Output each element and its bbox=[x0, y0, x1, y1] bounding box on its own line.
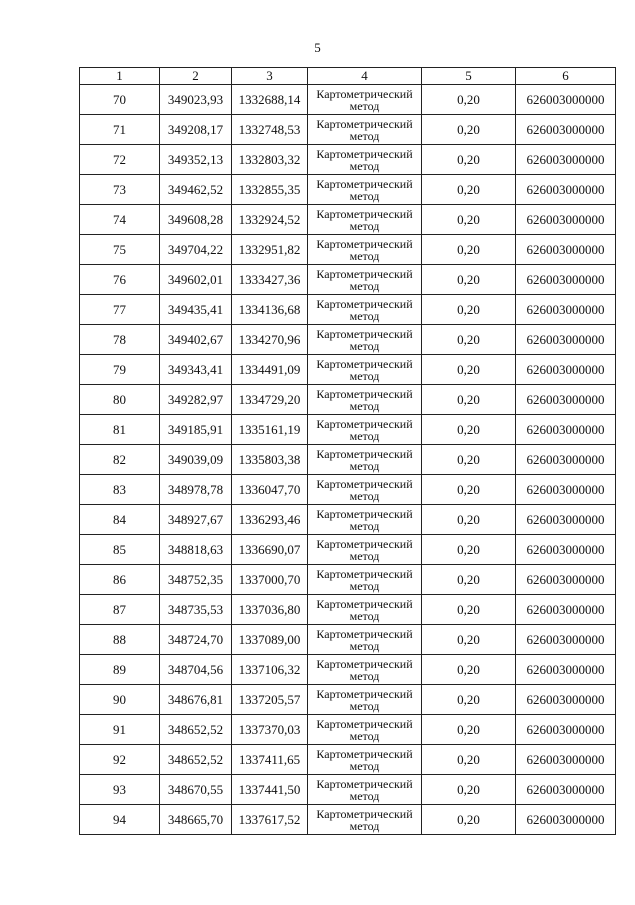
table-row bbox=[80, 475, 616, 505]
point-number-cell: 79 bbox=[80, 355, 160, 385]
cadastral-code-cell: 626003000000 bbox=[516, 295, 616, 325]
point-number-cell: 78 bbox=[80, 325, 160, 355]
table-row bbox=[80, 235, 616, 265]
x-coordinate-cell: 348978,78 bbox=[160, 475, 232, 505]
accuracy-cell: 0,20 bbox=[422, 85, 516, 115]
cadastral-code-cell: 626003000000 bbox=[516, 385, 616, 415]
point-number-cell: 83 bbox=[80, 475, 160, 505]
method-cell: Картометрический метод bbox=[308, 85, 422, 115]
accuracy-cell: 0,20 bbox=[422, 415, 516, 445]
accuracy-cell: 0,20 bbox=[422, 355, 516, 385]
y-coordinate-cell: 1333427,36 bbox=[232, 265, 308, 295]
x-coordinate-cell: 348704,56 bbox=[160, 655, 232, 685]
accuracy-cell: 0,20 bbox=[422, 565, 516, 595]
y-coordinate-cell: 1337617,52 bbox=[232, 805, 308, 835]
accuracy-cell: 0,20 bbox=[422, 655, 516, 685]
point-number-cell: 75 bbox=[80, 235, 160, 265]
cadastral-code-cell: 626003000000 bbox=[516, 685, 616, 715]
table-row bbox=[80, 505, 616, 535]
method-cell: Картометрический метод bbox=[308, 205, 422, 235]
header-row bbox=[80, 68, 616, 85]
x-coordinate-cell: 349462,52 bbox=[160, 175, 232, 205]
x-coordinate-cell: 349435,41 bbox=[160, 295, 232, 325]
cadastral-code-cell: 626003000000 bbox=[516, 355, 616, 385]
cadastral-code-cell: 626003000000 bbox=[516, 325, 616, 355]
table-row bbox=[80, 445, 616, 475]
accuracy-cell: 0,20 bbox=[422, 175, 516, 205]
table-row bbox=[80, 205, 616, 235]
y-coordinate-cell: 1337000,70 bbox=[232, 565, 308, 595]
point-number-cell: 87 bbox=[80, 595, 160, 625]
point-number-cell: 85 bbox=[80, 535, 160, 565]
col-number-header: 1 bbox=[80, 68, 160, 85]
method-cell: Картометрический метод bbox=[308, 145, 422, 175]
point-number-cell: 88 bbox=[80, 625, 160, 655]
y-coordinate-cell: 1332855,35 bbox=[232, 175, 308, 205]
col-method-header: 4 bbox=[308, 68, 422, 85]
y-coordinate-cell: 1337036,80 bbox=[232, 595, 308, 625]
cadastral-code-cell: 626003000000 bbox=[516, 115, 616, 145]
method-cell: Картометрический метод bbox=[308, 715, 422, 745]
cadastral-code-cell: 626003000000 bbox=[516, 175, 616, 205]
table-row bbox=[80, 175, 616, 205]
method-cell: Картометрический метод bbox=[308, 805, 422, 835]
accuracy-cell: 0,20 bbox=[422, 535, 516, 565]
table-row bbox=[80, 565, 616, 595]
x-coordinate-cell: 349602,01 bbox=[160, 265, 232, 295]
accuracy-cell: 0,20 bbox=[422, 715, 516, 745]
method-cell: Картометрический метод bbox=[308, 175, 422, 205]
accuracy-cell: 0,20 bbox=[422, 265, 516, 295]
accuracy-cell: 0,20 bbox=[422, 385, 516, 415]
y-coordinate-cell: 1334270,96 bbox=[232, 325, 308, 355]
method-cell: Картометрический метод bbox=[308, 595, 422, 625]
table-row bbox=[80, 85, 616, 115]
y-coordinate-cell: 1335161,19 bbox=[232, 415, 308, 445]
table-row bbox=[80, 775, 616, 805]
y-coordinate-cell: 1337205,57 bbox=[232, 685, 308, 715]
x-coordinate-cell: 349704,22 bbox=[160, 235, 232, 265]
method-cell: Картометрический метод bbox=[308, 655, 422, 685]
cadastral-code-cell: 626003000000 bbox=[516, 625, 616, 655]
y-coordinate-cell: 1337370,03 bbox=[232, 715, 308, 745]
table-row bbox=[80, 535, 616, 565]
cadastral-code-cell: 626003000000 bbox=[516, 205, 616, 235]
cadastral-code-cell: 626003000000 bbox=[516, 85, 616, 115]
method-cell: Картометрический метод bbox=[308, 685, 422, 715]
y-coordinate-cell: 1336690,07 bbox=[232, 535, 308, 565]
accuracy-cell: 0,20 bbox=[422, 445, 516, 475]
accuracy-cell: 0,20 bbox=[422, 325, 516, 355]
y-coordinate-cell: 1335803,38 bbox=[232, 445, 308, 475]
table-row bbox=[80, 265, 616, 295]
point-number-cell: 93 bbox=[80, 775, 160, 805]
accuracy-cell: 0,20 bbox=[422, 745, 516, 775]
y-coordinate-cell: 1332688,14 bbox=[232, 85, 308, 115]
point-number-cell: 90 bbox=[80, 685, 160, 715]
method-cell: Картометрический метод bbox=[308, 325, 422, 355]
accuracy-cell: 0,20 bbox=[422, 775, 516, 805]
cadastral-code-cell: 626003000000 bbox=[516, 415, 616, 445]
x-coordinate-cell: 348818,63 bbox=[160, 535, 232, 565]
cadastral-code-cell: 626003000000 bbox=[516, 445, 616, 475]
y-coordinate-cell: 1337411,65 bbox=[232, 745, 308, 775]
x-coordinate-cell: 349608,28 bbox=[160, 205, 232, 235]
method-cell: Картометрический метод bbox=[308, 265, 422, 295]
point-number-cell: 76 bbox=[80, 265, 160, 295]
method-cell: Картометрический метод bbox=[308, 385, 422, 415]
x-coordinate-cell: 348927,67 bbox=[160, 505, 232, 535]
table-row bbox=[80, 385, 616, 415]
method-cell: Картометрический метод bbox=[308, 235, 422, 265]
x-coordinate-cell: 349185,91 bbox=[160, 415, 232, 445]
accuracy-cell: 0,20 bbox=[422, 205, 516, 235]
cadastral-code-cell: 626003000000 bbox=[516, 745, 616, 775]
table-row bbox=[80, 115, 616, 145]
method-cell: Картометрический метод bbox=[308, 115, 422, 145]
page-number: 5 bbox=[314, 40, 321, 55]
point-number-cell: 94 bbox=[80, 805, 160, 835]
cadastral-code-cell: 626003000000 bbox=[516, 565, 616, 595]
accuracy-cell: 0,20 bbox=[422, 475, 516, 505]
cadastral-code-cell: 626003000000 bbox=[516, 595, 616, 625]
accuracy-cell: 0,20 bbox=[422, 805, 516, 835]
x-coordinate-cell: 348752,35 bbox=[160, 565, 232, 595]
point-number-cell: 82 bbox=[80, 445, 160, 475]
method-cell: Картометрический метод bbox=[308, 475, 422, 505]
table-row bbox=[80, 625, 616, 655]
table-row bbox=[80, 355, 616, 385]
cadastral-code-cell: 626003000000 bbox=[516, 505, 616, 535]
point-number-cell: 70 bbox=[80, 85, 160, 115]
accuracy-cell: 0,20 bbox=[422, 145, 516, 175]
accuracy-cell: 0,20 bbox=[422, 235, 516, 265]
col-x-header: 2 bbox=[160, 68, 232, 85]
x-coordinate-cell: 348676,81 bbox=[160, 685, 232, 715]
col-y-header: 3 bbox=[232, 68, 308, 85]
x-coordinate-cell: 348652,52 bbox=[160, 715, 232, 745]
y-coordinate-cell: 1334136,68 bbox=[232, 295, 308, 325]
point-number-cell: 92 bbox=[80, 745, 160, 775]
table-body bbox=[80, 85, 616, 835]
table-row bbox=[80, 415, 616, 445]
cadastral-code-cell: 626003000000 bbox=[516, 805, 616, 835]
point-number-cell: 89 bbox=[80, 655, 160, 685]
point-number-cell: 72 bbox=[80, 145, 160, 175]
cadastral-code-cell: 626003000000 bbox=[516, 235, 616, 265]
table-row bbox=[80, 745, 616, 775]
y-coordinate-cell: 1332803,32 bbox=[232, 145, 308, 175]
accuracy-cell: 0,20 bbox=[422, 595, 516, 625]
x-coordinate-cell: 349343,41 bbox=[160, 355, 232, 385]
method-cell: Картометрический метод bbox=[308, 355, 422, 385]
x-coordinate-cell: 348724,70 bbox=[160, 625, 232, 655]
y-coordinate-cell: 1337089,00 bbox=[232, 625, 308, 655]
x-coordinate-cell: 348735,53 bbox=[160, 595, 232, 625]
col-code-header: 6 bbox=[516, 68, 616, 85]
x-coordinate-cell: 348670,55 bbox=[160, 775, 232, 805]
y-coordinate-cell: 1332924,52 bbox=[232, 205, 308, 235]
method-cell: Картометрический метод bbox=[308, 535, 422, 565]
col-accuracy-header: 5 bbox=[422, 68, 516, 85]
point-number-cell: 73 bbox=[80, 175, 160, 205]
x-coordinate-cell: 348652,52 bbox=[160, 745, 232, 775]
y-coordinate-cell: 1334491,09 bbox=[232, 355, 308, 385]
y-coordinate-cell: 1332951,82 bbox=[232, 235, 308, 265]
method-cell: Картометрический метод bbox=[308, 625, 422, 655]
point-number-cell: 84 bbox=[80, 505, 160, 535]
x-coordinate-cell: 349039,09 bbox=[160, 445, 232, 475]
x-coordinate-cell: 349402,67 bbox=[160, 325, 232, 355]
accuracy-cell: 0,20 bbox=[422, 115, 516, 145]
point-number-cell: 86 bbox=[80, 565, 160, 595]
method-cell: Картометрический метод bbox=[308, 505, 422, 535]
cadastral-code-cell: 626003000000 bbox=[516, 265, 616, 295]
y-coordinate-cell: 1336293,46 bbox=[232, 505, 308, 535]
x-coordinate-cell: 349282,97 bbox=[160, 385, 232, 415]
method-cell: Картометрический метод bbox=[308, 445, 422, 475]
method-cell: Картометрический метод bbox=[308, 745, 422, 775]
table-row bbox=[80, 145, 616, 175]
y-coordinate-cell: 1337441,50 bbox=[232, 775, 308, 805]
point-number-cell: 77 bbox=[80, 295, 160, 325]
cadastral-code-cell: 626003000000 bbox=[516, 475, 616, 505]
cadastral-code-cell: 626003000000 bbox=[516, 715, 616, 745]
method-cell: Картометрический метод bbox=[308, 565, 422, 595]
accuracy-cell: 0,20 bbox=[422, 505, 516, 535]
table-row bbox=[80, 685, 616, 715]
y-coordinate-cell: 1332748,53 bbox=[232, 115, 308, 145]
point-number-cell: 71 bbox=[80, 115, 160, 145]
cadastral-code-cell: 626003000000 bbox=[516, 775, 616, 805]
cadastral-code-cell: 626003000000 bbox=[516, 655, 616, 685]
method-cell: Картометрический метод bbox=[308, 415, 422, 445]
table-row bbox=[80, 655, 616, 685]
y-coordinate-cell: 1337106,32 bbox=[232, 655, 308, 685]
x-coordinate-cell: 348665,70 bbox=[160, 805, 232, 835]
point-number-cell: 74 bbox=[80, 205, 160, 235]
y-coordinate-cell: 1336047,70 bbox=[232, 475, 308, 505]
cadastral-code-cell: 626003000000 bbox=[516, 145, 616, 175]
method-cell: Картометрический метод bbox=[308, 295, 422, 325]
accuracy-cell: 0,20 bbox=[422, 295, 516, 325]
table-row bbox=[80, 325, 616, 355]
table-row bbox=[80, 805, 616, 835]
method-cell: Картометрический метод bbox=[308, 775, 422, 805]
table-row bbox=[80, 295, 616, 325]
x-coordinate-cell: 349352,13 bbox=[160, 145, 232, 175]
table-row bbox=[80, 595, 616, 625]
table-header bbox=[80, 68, 616, 85]
cadastral-code-cell: 626003000000 bbox=[516, 535, 616, 565]
coordinates-table bbox=[79, 67, 616, 835]
accuracy-cell: 0,20 bbox=[422, 685, 516, 715]
point-number-cell: 80 bbox=[80, 385, 160, 415]
table-row bbox=[80, 715, 616, 745]
accuracy-cell: 0,20 bbox=[422, 625, 516, 655]
point-number-cell: 81 bbox=[80, 415, 160, 445]
point-number-cell: 91 bbox=[80, 715, 160, 745]
y-coordinate-cell: 1334729,20 bbox=[232, 385, 308, 415]
x-coordinate-cell: 349208,17 bbox=[160, 115, 232, 145]
x-coordinate-cell: 349023,93 bbox=[160, 85, 232, 115]
